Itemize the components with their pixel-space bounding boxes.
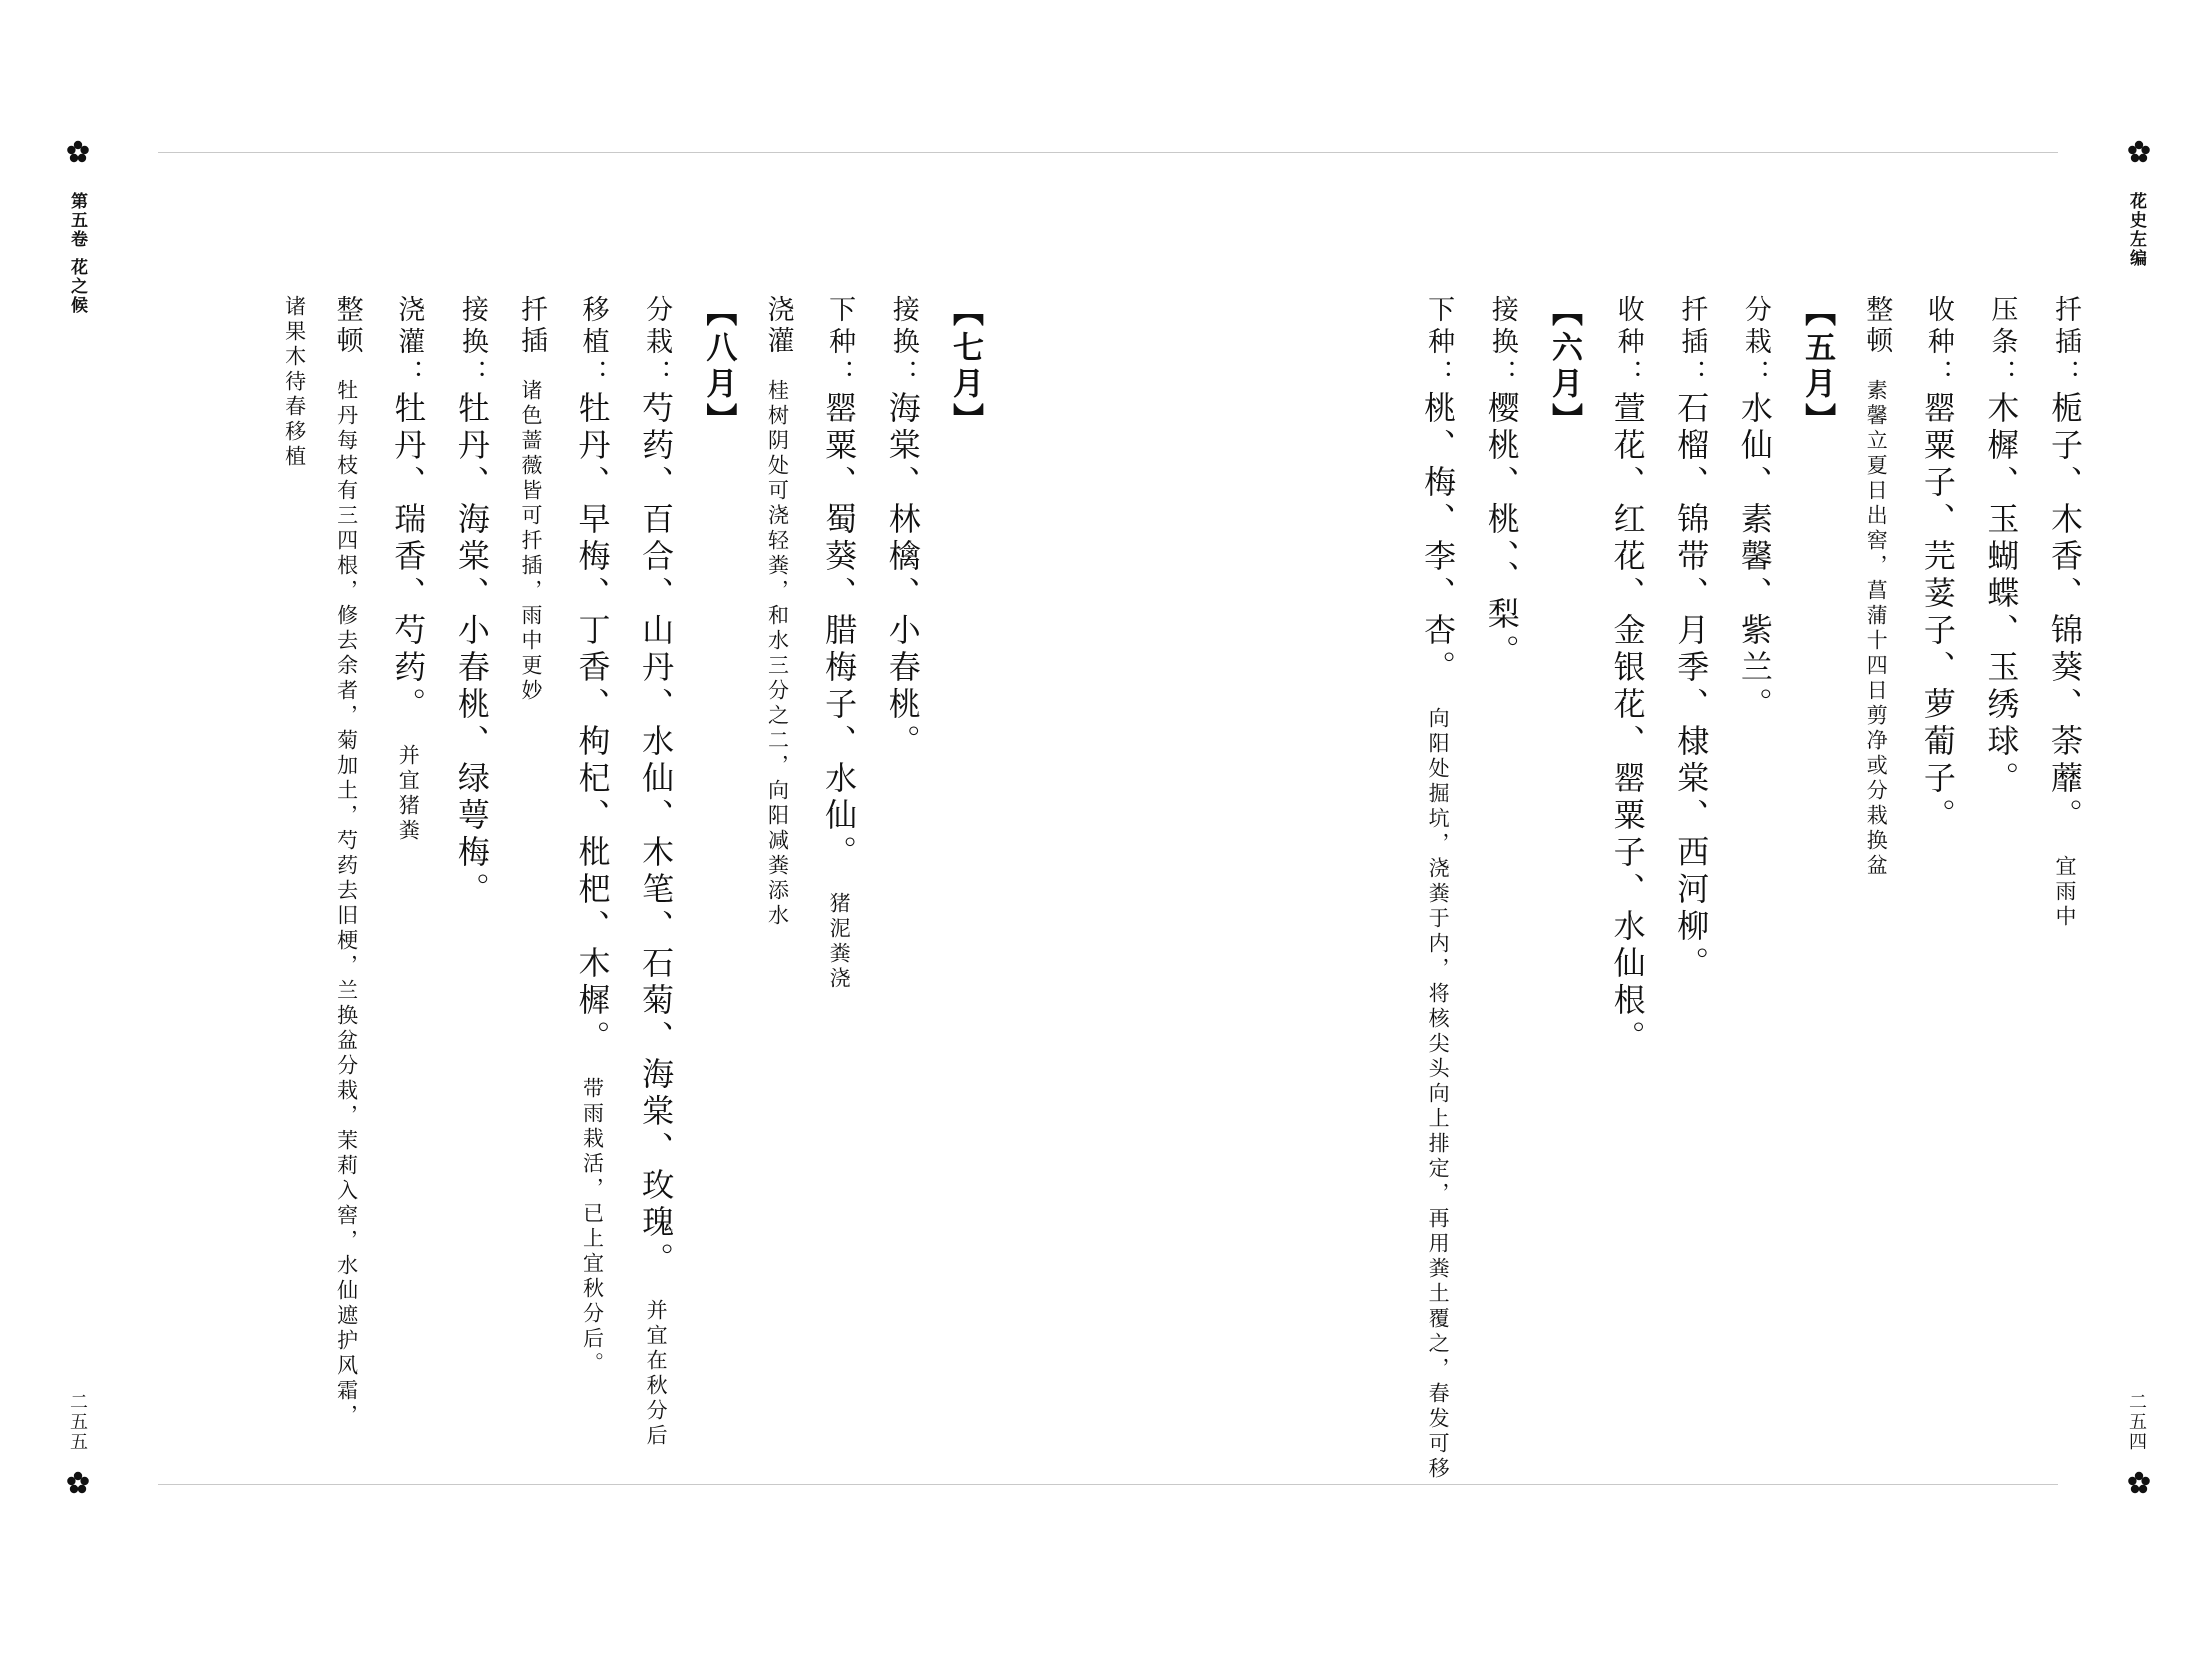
text-column bbox=[760, 295, 795, 1435]
column-text: 罂粟子、芫荽子、萝葡子。 bbox=[1918, 391, 1957, 835]
column-text: 樱桃、桃、、梨。 bbox=[1482, 391, 1521, 671]
text-column bbox=[1916, 295, 1958, 1435]
annotation-note: 桂树阴处可浇轻粪，和水三分之二，向阳减粪添水 bbox=[765, 379, 790, 929]
column-label: 下种： bbox=[1423, 295, 1455, 391]
month-heading: 【五月】 bbox=[1799, 295, 1836, 439]
column-label: 下种： bbox=[824, 295, 856, 391]
left-page-text bbox=[258, 295, 985, 1449]
column-label: 扦插： bbox=[2050, 295, 2081, 391]
top-rule bbox=[158, 152, 2058, 153]
chapter-label: 花之候 bbox=[67, 258, 87, 315]
column-label: 压条： bbox=[1986, 295, 2018, 391]
flower-ornament-icon bbox=[2127, 1471, 2151, 1495]
column-label: 扦插 bbox=[515, 295, 547, 357]
book-title: 花史左编 bbox=[2126, 192, 2146, 268]
column-label: 分栽： bbox=[641, 295, 673, 391]
text-column bbox=[514, 295, 549, 1435]
column-label: 扦插： bbox=[1676, 295, 1708, 391]
text-column bbox=[818, 295, 860, 1435]
month-heading: 【八月】 bbox=[700, 295, 737, 439]
flower-ornament-icon bbox=[66, 140, 90, 164]
annotation-note: 猪泥粪浇 bbox=[827, 892, 852, 992]
column-text: 桃、梅、李、杏。 bbox=[1419, 391, 1458, 687]
text-column bbox=[387, 295, 429, 1435]
bottom-rule bbox=[158, 1484, 2058, 1485]
column-text: 石榴、锦带、月季、棣棠、西河柳。 bbox=[1672, 391, 1711, 983]
volume-label: 第五卷 bbox=[67, 192, 87, 249]
text-column bbox=[635, 295, 677, 1449]
annotation-note: 向阳处掘坑，浇粪于内，将核尖头向上排定，再用粪土覆之，春发可移 bbox=[1426, 707, 1451, 1482]
annotation-note: 并宜在秋分后 bbox=[644, 1299, 669, 1449]
column-text: 萱花、红花、金银花、罂粟子、水仙根。 bbox=[1608, 391, 1647, 1057]
column-label: 分栽： bbox=[1739, 295, 1771, 391]
column-text: 芍药、百合、山丹、水仙、木笔、石菊、海棠、玫瑰。 bbox=[637, 391, 676, 1279]
column-text: 海棠、林檎、小春桃。 bbox=[883, 391, 922, 761]
text-column bbox=[2043, 295, 2085, 1435]
text-column bbox=[1980, 295, 2022, 1435]
annotation-note: 宜雨中 bbox=[2053, 855, 2077, 930]
text-column bbox=[881, 295, 923, 1435]
text-column bbox=[280, 295, 307, 1435]
annotation-note: 并宜猪粪 bbox=[396, 744, 421, 844]
right-page-number: 二五四 bbox=[2126, 1392, 2147, 1452]
left-page-number: 二五五 bbox=[67, 1392, 88, 1452]
text-column bbox=[1480, 295, 1522, 1435]
text-column bbox=[571, 295, 613, 1435]
column-label: 收种： bbox=[1612, 295, 1644, 391]
annotation-note: 诸果木待春移植 bbox=[282, 295, 307, 470]
annotation-note: 素馨立夏日出窖，菖蒲十四日剪净或分栽换盆 bbox=[1864, 379, 1889, 879]
column-label: 移植： bbox=[577, 295, 609, 391]
month-heading: 【六月】 bbox=[1546, 295, 1583, 439]
column-label: 浇灌 bbox=[762, 295, 794, 357]
text-column bbox=[1417, 295, 1459, 1482]
column-text: 罂粟、蜀葵、腊梅子、水仙。 bbox=[820, 391, 859, 872]
column-text: 牡丹、瑞香、芍药。 bbox=[389, 391, 428, 724]
month-heading: 【七月】 bbox=[947, 295, 983, 439]
column-text: 牡丹、早梅、丁香、枸杞、枇杷、木樨。 bbox=[573, 391, 612, 1057]
text-column bbox=[1606, 295, 1648, 1435]
column-text: 牡丹、海棠、小春桃、绿萼梅。 bbox=[452, 391, 491, 909]
column-label: 接换： bbox=[1486, 295, 1518, 391]
column-label: 接换： bbox=[456, 295, 488, 391]
text-column bbox=[1859, 295, 1894, 1435]
column-label: 收种： bbox=[1922, 295, 1954, 391]
flower-ornament-icon bbox=[66, 1471, 90, 1495]
annotation-note: 牡丹每枝有三四根，修去余者，菊加土，芍药去旧梗，兰换盆分栽，茉莉入窖，水仙遮护风霜， bbox=[334, 379, 359, 1429]
column-label: 整顿 bbox=[1861, 295, 1893, 357]
column-text: 水仙、素馨、紫兰。 bbox=[1735, 391, 1774, 724]
column-label: 接换： bbox=[887, 295, 919, 391]
column-label: 浇灌： bbox=[393, 295, 425, 391]
text-column bbox=[330, 295, 365, 1435]
text-column bbox=[1670, 295, 1712, 1435]
column-label: 整顿 bbox=[331, 295, 363, 357]
column-text: 木樨、玉蝴蝶、玉绣球。 bbox=[1982, 391, 2021, 798]
annotation-note: 诸色蔷薇皆可扦插，雨中更妙 bbox=[518, 379, 543, 704]
text-column bbox=[450, 295, 492, 1435]
text-column bbox=[1733, 295, 1775, 1435]
annotation-note: 带雨栽活，已上宜秋分后。 bbox=[580, 1077, 605, 1377]
right-page-text bbox=[1395, 295, 2085, 1482]
flower-ornament-icon bbox=[2127, 140, 2151, 164]
column-text: 栀子、木香、锦葵、荼蘼。 bbox=[2046, 391, 2084, 835]
